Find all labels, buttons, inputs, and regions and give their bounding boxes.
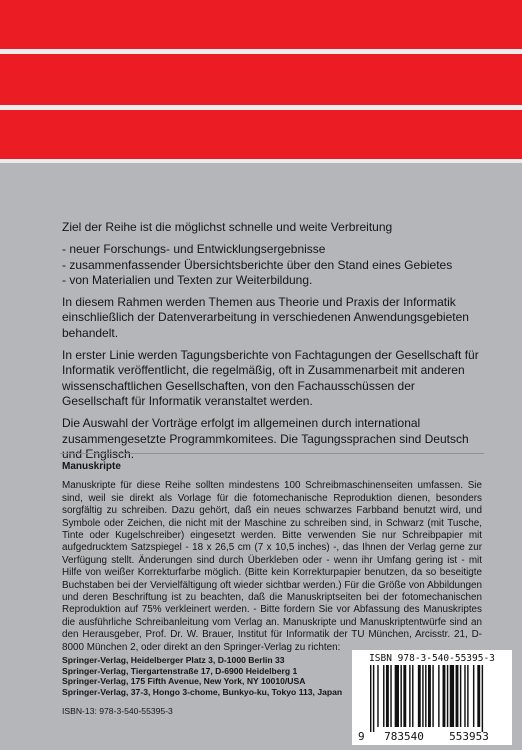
stripe-gap [0,159,522,163]
list-item: - zusammenfassender Übersichtsberichte über den Stand eines Gebietes [62,257,453,272]
barcode-bar [386,665,389,727]
list-item: - neuer Forschungs- und Entwicklungsergebnisse [62,242,326,257]
barcode-bar [418,665,421,727]
paragraph-proceedings: In erster Linie werden Tagungsberichte von Fachtagungen der Gesellschaft für Informatik veröffentlicht, die regelmäßig, oft in Zusammenarbeit mit anderen wissenschaftlichen Gesellschaften, von den Fachausschüssen der Gesellschaft für Informatik veranstaltet werden. [62,348,479,408]
barcode-bar [467,665,468,727]
publisher-addresses [62,655,352,697]
barcode-bar [464,665,465,727]
barcode-bar [456,665,459,727]
barcode-bar [432,665,433,727]
red-stripe-middle [0,54,522,105]
barcode-bar [403,665,406,727]
barcode-digit-first: 9 [358,730,365,743]
barcode-digits-right: 553953 [449,730,489,743]
barcode-bar [473,665,474,727]
paragraph-selection: Die Auswahl der Vorträge erfolgt im allgemeinen durch international zusammengesetzte Programmkomitees. Die Tagungssprachen sind Deutsch [62,416,469,446]
barcode-bar [482,665,483,732]
paragraph-topics: In diesem Rahmen werden Themen aus Theorie und Praxis der Informatik einschließlich der Datenverarbeitung in verschiedenen Anwendungsgebieten behandelt. [62,295,469,340]
barcode-bar [460,665,461,727]
series-description [62,220,482,469]
barcode-bar [438,665,439,727]
barcode-bar [395,665,399,727]
manuscript-heading: Manuskripte [62,461,121,472]
manuscript-body: Manuskripte für diese Reihe sollten mindestens 100 Schreibmaschinenseiten umfassen. Sie sind, weil sie direkt als Vorlage für die fotomechanische Reproduktion dienen, besonders sorgfältig zu schreiben. Dazu gehört, daß ein neues schwarzes Farbband benutzt wird, und Symbole oder Zeichen, die nicht mit der Maschine zu schreiben sind, in Schwarz (mit Tusche, Tinte oder Kugelschreiber) eingesetzt werden. Bitte verwenden Sie nur Schreibpapier mit aufgedrucktem Satzspiegel - 18 x 26,5 cm (7 x 10,5 inches) -, das Ihnen der Verlag gerne zur Verfügung stellt. Änderungen sind durch Überkleben oder - wenn ihr Umfang gering ist - mit Hilfe von weißer Korrekturfarbe möglich. (Bitte kein Korrekturpapier benutzen, da so beseitigte Buchstaben bei der Vervielfältigung oft wieder sichtbar werden.) Für die Größe von Abbildungen und deren Beschriftung ist zu beachten, daß die Manuskriptseiten bei der fotomechanischen Reproduktion auf 75% verkleinert werden. - Bitte fordern Sie vor Abfassung des Manuskriptes die ausführliche Schreibanleitung vom Verlag an. Manuskripte und Manuskriptentwürfe sind an den Herausgeber, Prof. Dr. W. Brauer, Institut für Informatik der TU München, Arcisstr. 21, D-8000 München 2, oder direkt an den Springer-Verlag zu richten: [62,480,482,653]
barcode-bar [450,665,454,727]
barcode-bar [422,665,423,727]
red-stripe-bottom [0,110,522,159]
barcode-bar [383,665,384,727]
barcode-bar [428,665,431,727]
barcode-bar [443,665,446,727]
barcode-bars [370,665,483,732]
barcode-bar [477,665,480,727]
isbn-text: ISBN-13: 978-3-540-55395-3 [62,706,173,716]
barcode-bar [370,665,371,732]
barcode-isbn-label: ISBN 978-3-540-55395-3 [369,653,495,664]
barcode-bar [390,665,391,727]
barcode-bar [412,665,413,727]
list-item: - von Materialien und Texten zur Weiterbildung. [62,272,313,287]
address-line: Springer-Verlag, 175 Fifth Avenue, New York, NY 10010/USA [62,676,306,687]
barcode-digits-left: 783540 [384,730,424,743]
goals-list [62,242,482,288]
manuscript-section [62,461,482,654]
address-line: Springer-Verlag, Tiergartenstraße 17, D-6900 Heidelberg 1 [62,665,298,676]
barcode-bar [400,665,401,727]
barcode-bar [409,665,410,727]
barcode [352,650,512,745]
barcode-bar [377,665,378,727]
barcode-bar [447,665,448,727]
section-divider [60,453,484,454]
red-stripe-top [0,0,522,49]
intro-text: Ziel der Reihe ist die möglichst schnelle und weite Verbreitung [62,220,393,234]
barcode-bar [425,665,426,727]
barcode-panel [352,650,512,745]
address-line: Springer-Verlag, Heidelberger Platz 3, D-1000 Berlin 33 [62,655,285,665]
address-line: Springer-Verlag, 37-3, Hongo 3-chome, Bunkyo-ku, Tokyo 113, Japan [62,686,343,697]
barcode-bar [373,665,374,732]
